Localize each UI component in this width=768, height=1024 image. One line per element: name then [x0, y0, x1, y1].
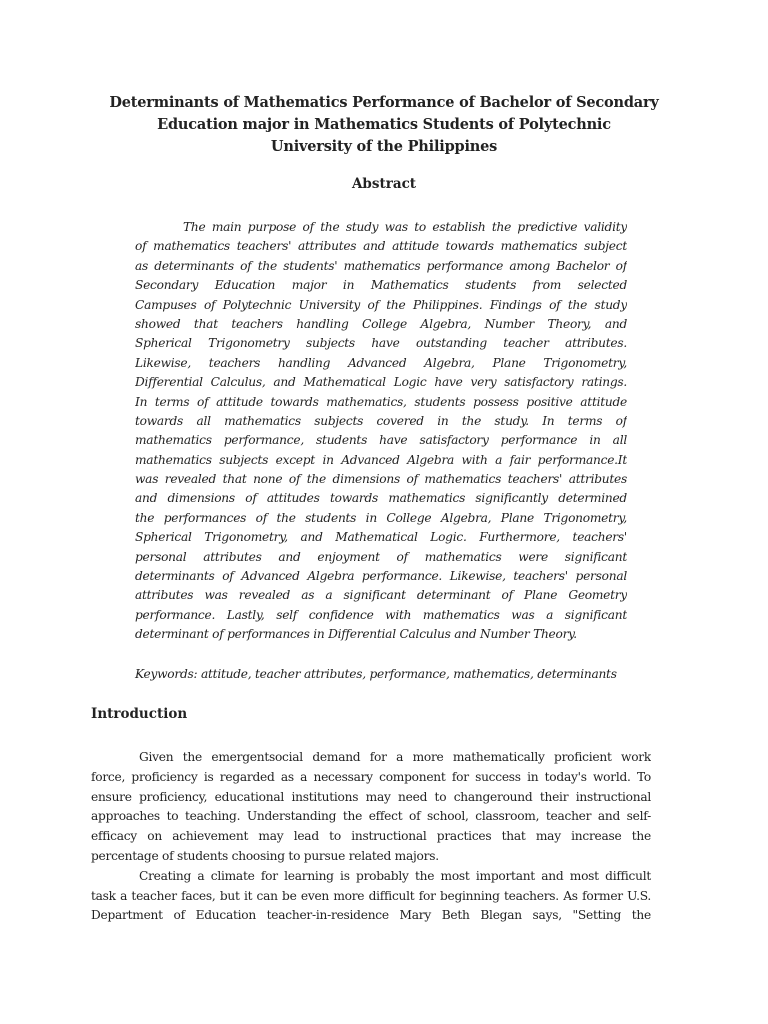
- abstract-body: [135, 218, 627, 645]
- text-line: Spherical Trigonometry, and Mathematical Logic. Furthermore, teachers': [135, 530, 627, 545]
- text-line: Campuses of Polytechnic University of the Philippines. Findings of the study: [135, 297, 627, 312]
- text-line: towards all mathematics subjects covered in the study. In terms of: [135, 413, 627, 428]
- text-line: showed that teachers handling College Algebra, Number Theory, and: [135, 316, 627, 331]
- text-line: determinant of performances in Differential Calculus and Number Theory.: [135, 627, 577, 642]
- text-line: efficacy on achievement may lead to instructional practices that may increase the: [91, 829, 651, 844]
- text-line: the performances of the students in College Algebra, Plane Trigonometry,: [135, 510, 627, 525]
- text-line: performance. Lastly, self confidence with mathematics was a significant: [135, 607, 627, 622]
- text-line: and dimensions of attitudes towards mathematics significantly determined: [135, 491, 627, 506]
- introduction-body: [91, 748, 651, 926]
- text-line: of mathematics teachers' attributes and attitude towards mathematics subject: [135, 239, 627, 254]
- text-line: force, proficiency is regarded as a necessary component for success in today's world. To: [91, 769, 651, 784]
- text-line: attributes was revealed as a significant determinant of Plane Geometry: [135, 588, 627, 603]
- text-line: In terms of attitude towards mathematics, students possess positive attitude: [135, 394, 627, 409]
- abstract-heading: Abstract: [351, 176, 417, 192]
- text-line: determinants of Advanced Algebra performance. Likewise, teachers' personal: [135, 569, 627, 584]
- text-line: percentage of students choosing to pursue related majors.: [91, 848, 439, 863]
- title-line: Education major in Mathematics Students of Polytechnic: [157, 116, 611, 133]
- document-title: [0, 92, 768, 158]
- text-line: Spherical Trigonometry subjects have outstanding teacher attributes.: [135, 336, 627, 351]
- text-line: Given the emergentsocial demand for a more mathematically proficient work: [139, 750, 651, 764]
- title-line: University of the Philippines: [270, 138, 498, 155]
- keywords: Keywords: attitude, teacher attributes, performance, mathematics, determinants: [135, 667, 617, 681]
- text-line: personal attributes and enjoyment of mathematics were significant: [135, 549, 627, 564]
- text-line: mathematics subjects except in Advanced Algebra with a fair performance.It: [135, 452, 627, 467]
- text-line: ensure proficiency, educational institutions may need to changeround their instructional: [91, 789, 651, 804]
- text-line: mathematics performance, students have satisfactory performance in all: [135, 433, 627, 448]
- text-line: Differential Calculus, and Mathematical Logic have very satisfactory ratings.: [135, 375, 627, 390]
- text-line: was revealed that none of the dimensions of mathematics teachers' attributes: [135, 472, 627, 487]
- text-line: Likewise, teachers handling Advanced Algebra, Plane Trigonometry,: [135, 355, 627, 370]
- text-line: Secondary Education major in Mathematics students from selected: [135, 278, 627, 293]
- text-line: task a teacher faces, but it can be even more difficult for beginning teachers. As former U.S.: [91, 888, 651, 903]
- text-line: approaches to teaching. Understanding the effect of school, classroom, teacher and self-: [91, 809, 651, 824]
- title-line: Determinants of Mathematics Performance of Bachelor of Secondary: [109, 94, 659, 111]
- text-line: as determinants of the students' mathematics performance among Bachelor of: [135, 258, 627, 273]
- text-line: Creating a climate for learning is probably the most important and most difficult: [139, 868, 651, 883]
- text-line: The main purpose of the study was to establish the predictive validity: [183, 220, 627, 234]
- text-line: Department of Education teacher-in-residence Mary Beth Blegan says, "Setting the: [91, 908, 651, 923]
- introduction-heading: Introduction: [91, 706, 188, 722]
